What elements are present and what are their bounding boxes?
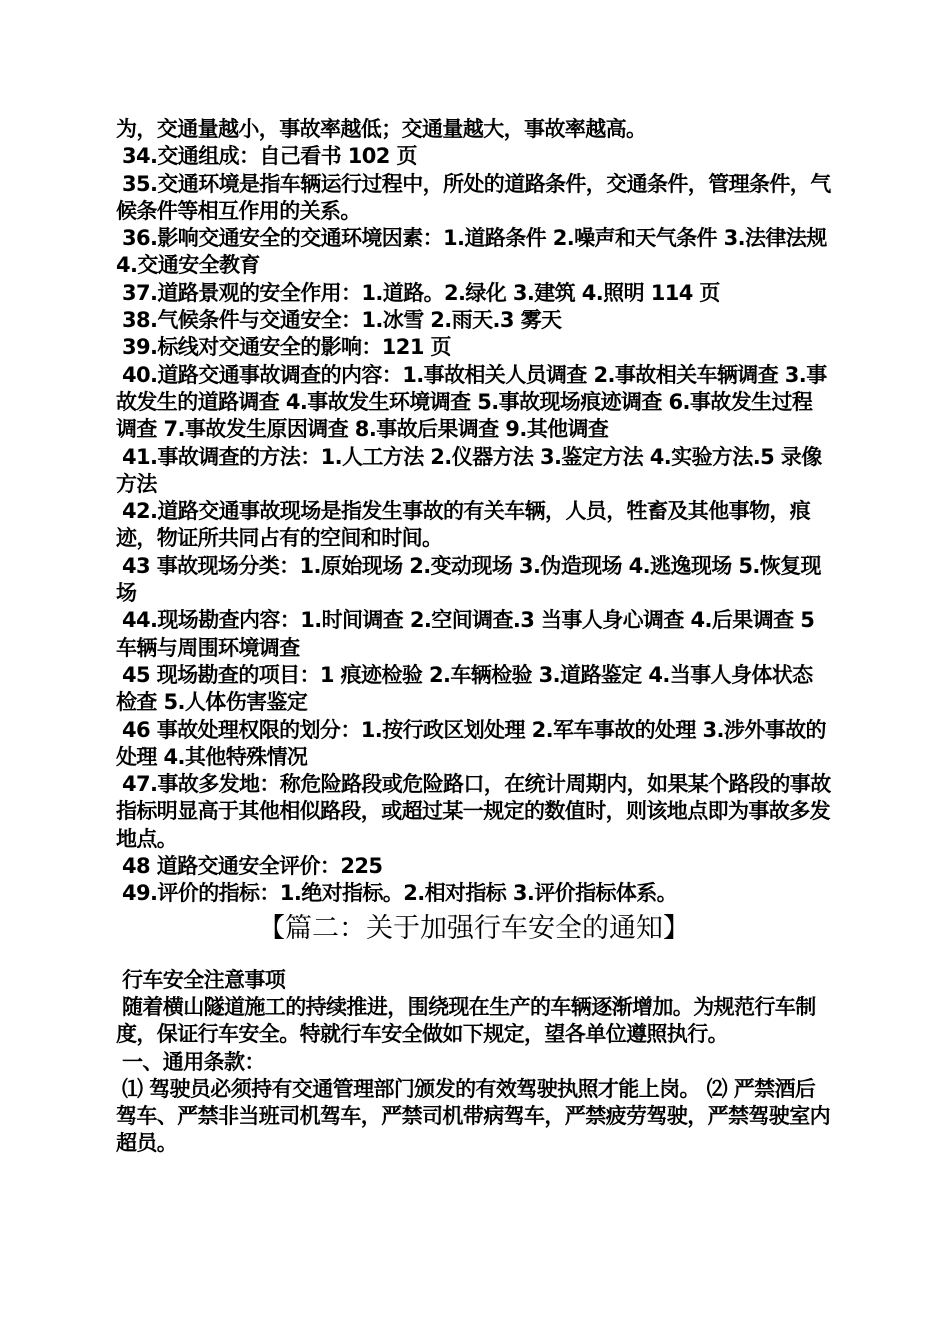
item-48: 48 道路交通安全评价：225 bbox=[122, 854, 383, 879]
clause-paragraph: ⑴ 驾驶员必须持有交通管理部门颁发的有效驾驶执照才能上岗。 ⑵ 严禁酒后驾车、严禁非当班司机驾车，严禁司机带病驾车，严禁疲劳驾驶，严禁驾驶室内超员。 bbox=[116, 1076, 830, 1156]
item-38: 38.气候条件与交通安全：1.冰雪 2.雨天.3 雾天 bbox=[122, 308, 562, 333]
item-35: 35.交通环境是指车辆运行过程中，所处的道路条件，交通条件，管理条件，气候条件等相互作用的关系。 bbox=[116, 171, 831, 223]
item-41: 41.事故调查的方法：1.人工方法 2.仪器方法 3.鉴定方法 4.实验方法.5 录像方法 bbox=[116, 444, 822, 496]
item-43: 43 事故现场分类：1.原始现场 2.变动现场 3.伪造现场 4.逃逸现场 5.恢复现场 bbox=[116, 553, 821, 606]
item-42: 42.道路交通事故现场是指发生事故的有关车辆，人员，牲畜及其他事物，痕迹，物证所共同占有的空间和时间。 bbox=[116, 499, 811, 551]
general-clauses-heading: 一、通用条款： bbox=[122, 1049, 265, 1074]
paragraph-continuation: 为，交通量越小，事故率越低；交通量越大，事故率越高。 bbox=[116, 117, 647, 141]
item-40: 40.道路交通事故调查的内容：1.事故相关人员调查 2.事故相关车辆调查 3.事故发生的道路调查 4.事故发生环境调查 5.事故现场痕迹调查 6.事故发生过程调查 7.事故发生原因调查 8.事故后果调查 9.其他调查 bbox=[116, 362, 827, 442]
item-45: 45 现场勘查的项目：1 痕迹检验 2.车辆检验 3.道路鉴定 4.当事人身体状态检查 5.人体伤害鉴定 bbox=[116, 662, 813, 715]
item-47: 47.事故多发地：称危险路段或危险路口，在统计周期内，如果某个路段的事故指标明显高于其他相似路段，或超过某一规定的数值时，则该地点即为事故多发地点。 bbox=[116, 772, 831, 851]
notice-title: 行车安全注意事项 bbox=[122, 967, 286, 992]
item-44: 44.现场勘查内容：1.时间调查 2.空间调查.3 当事人身心调查 4.后果调查 5 车辆与周围环境调查 bbox=[116, 608, 815, 660]
item-49: 49.评价的指标：1.绝对指标。2.相对指标 3.评价指标体系。 bbox=[122, 881, 678, 906]
item-39: 39.标线对交通安全的影响：121 页 bbox=[122, 335, 451, 360]
item-36: 36.影响交通安全的交通环境因素：1.道路条件 2.噪声和天气条件 3.法律法规 4.交通安全教育 bbox=[116, 226, 827, 278]
section-heading: 【篇二：关于加强行车安全的通知】 bbox=[258, 912, 690, 944]
document-body bbox=[116, 116, 832, 1158]
item-34: 34.交通组成：自己看书 102 页 bbox=[122, 144, 417, 169]
item-46: 46 事故处理权限的划分：1.按行政区划处理 2.军车事故的处理 3.涉外事故的处理 4.其他特殊情况 bbox=[116, 717, 826, 769]
notice-intro: 随着横山隧道施工的持续推进，围绕现在生产的车辆逐渐增加。为规范行车制度，保证行车安全。特就行车安全做如下规定，望各单位遵照执行。 bbox=[116, 994, 816, 1047]
item-37: 37.道路景观的安全作用：1.道路。2.绿化 3.建筑 4.照明 114 页 bbox=[122, 280, 720, 305]
